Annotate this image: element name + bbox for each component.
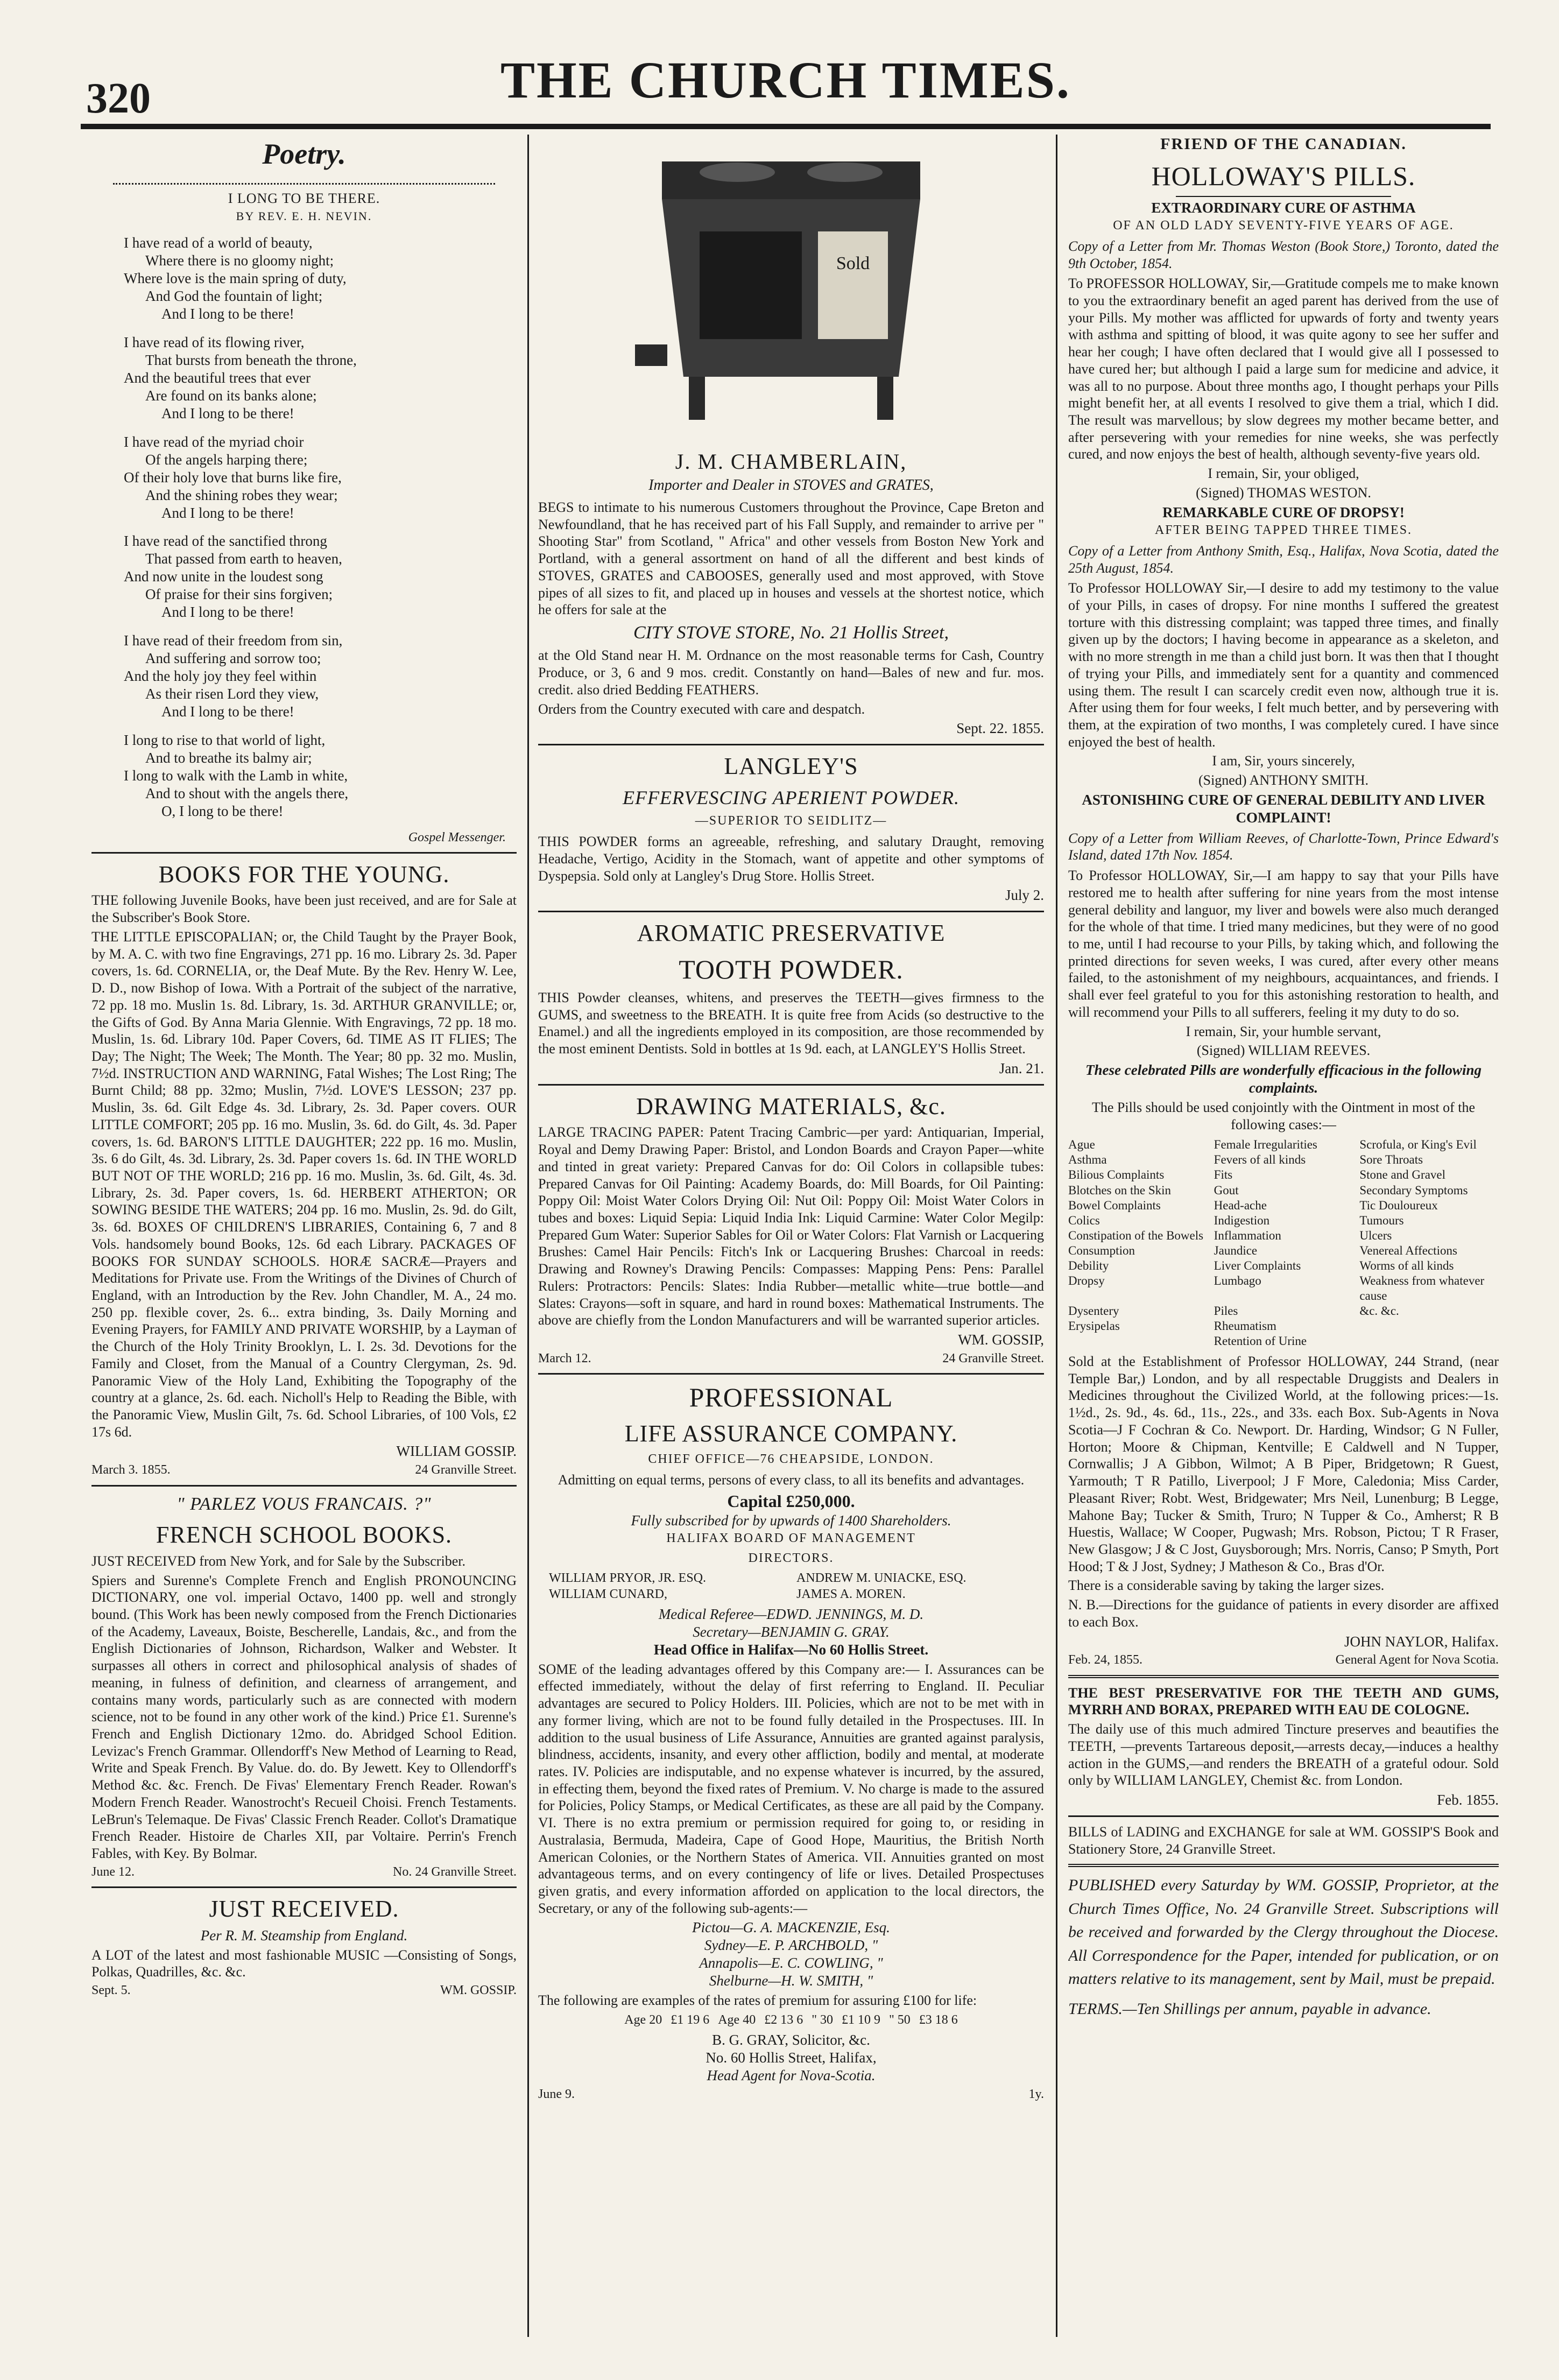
poem-line: Of their holy love that burns like fire, <box>124 469 342 485</box>
column-divider <box>1056 135 1057 2337</box>
prof-head-office: Head Office in Halifax—No 60 Hollis Street. <box>653 1641 929 1658</box>
books-title: BOOKS FOR THE YOUNG. <box>158 861 450 888</box>
disease-item: Venereal Affections <box>1359 1243 1457 1257</box>
disease-item: Lumbago <box>1214 1273 1261 1287</box>
debility-signed: (Signed) WILLIAM REEVES. <box>1196 1043 1371 1059</box>
dropsy-remain: I am, Sir, yours sincerely, <box>1212 753 1355 769</box>
just-received-date: Sept. 5. <box>91 1983 131 1998</box>
disease-item: Debility <box>1068 1258 1109 1272</box>
prof-footer <box>538 2087 1044 2102</box>
books-date: March 3. 1855. <box>91 1463 171 1477</box>
stove-illustration <box>630 140 953 441</box>
dropsy-title: REMARKABLE CURE OF DROPSY! <box>1162 504 1405 520</box>
holloway-date: Feb. 24, 1855. <box>1068 1653 1142 1667</box>
friend-heading: FRIEND OF THE CANADIAN. <box>1160 135 1407 153</box>
rate-cell: £1 19 6 <box>671 2012 710 2027</box>
asthma-subtitle: OF AN OLD LADY SEVENTY-FIVE YEARS OF AGE. <box>1113 218 1454 233</box>
stove-dealer-name: J. M. CHAMBERLAIN, <box>675 449 907 474</box>
disease-list <box>1068 1137 1499 1349</box>
disease-item: Head-ache <box>1214 1198 1267 1212</box>
aroma-title: AROMATIC PRESERVATIVE <box>637 920 946 947</box>
just-received-signoff: WM. GOSSIP. <box>440 1983 517 1998</box>
aroma-title-2: TOOTH POWDER. <box>679 954 904 984</box>
stove-date: Sept. 22. 1855. <box>956 720 1044 737</box>
stove-body-2: at the Old Stand near H. M. Ordnance on the most reasonable terms for Cash, Country Produce, or 3, 6 and 9 mos. credit. Constantly on hand—Bales of new and fur. mos. credit. also dried Bedding FEATHERS. <box>538 647 1044 698</box>
section-rule <box>538 1084 1044 1086</box>
french-intro: JUST RECEIVED from New York, and for Sale by the Subscriber. <box>91 1553 465 1569</box>
poem-author: BY REV. E. H. NEVIN. <box>236 209 372 223</box>
poem-line: That passed from earth to heaven, <box>145 551 342 567</box>
poem-line: I have read of the sanctified throng <box>124 533 327 550</box>
disease-item: Stone and Gravel <box>1359 1168 1446 1182</box>
rate-cell: " 30 <box>812 2012 833 2027</box>
disease-item: Tumours <box>1359 1213 1404 1227</box>
prof-date-right: 1y. <box>1028 2087 1044 2102</box>
drawing-address: 24 Granville Street. <box>942 1351 1044 1365</box>
langley-caps: —SUPERIOR TO SEIDLITZ— <box>695 813 887 828</box>
poem-line: I have read of their freedom from sin, <box>124 632 343 649</box>
rate-cell: Age 40 <box>718 2012 756 2027</box>
french-body: Spiers and Surenne's Complete French and English PRONOUNCING DICTIONARY, one vol. imperial Octavo, 1400 pp. well and strongly bound. (This Work has been newly composed from the French Dictionaries of the Academy, Laveaux, Boiste, Bescherelle, Landais, &c., and from the English Dictionaries of Johnson, Richardson, Walker and Webster. It surpasses all others in correct and philosophical analysis of shades of meaning, in fulness of definition, and clearness of arrangement, and contains many words, particularly such as are connected with modern science, not to be found in any other work of the kind.) Price £1. Surenne's French and English Dictionary 12mo. do. Abridged School Edition. Levizac's French Grammar. Ollendorff's New Method of Learning to Read, Write and Speak French. By Value. do. do. By Jewett. Key to Ollendorff's Method &c. &c. French. De Fivas' Elementary French Reader. Rowan's Modern French Reader. Wanostrocht's Recueil Choisi. French Testaments. LeBrun's Telemaque. De Fivas' Classic French Reader. Collot's Dramatique French Reader. Histoire de Charles XII, par Voltaire. Perrin's French Fables, with Key. By Bolmar. <box>91 1572 517 1862</box>
poem-line: And I long to be there! <box>161 405 294 421</box>
poem-line: Are found on its banks alone; <box>145 387 317 404</box>
poem-line: I have read of its flowing river, <box>124 334 305 351</box>
poem-stanza <box>124 532 517 621</box>
disease-item <box>1359 1319 1499 1334</box>
prof-directors-label: DIRECTORS. <box>748 1551 834 1566</box>
section-rule <box>91 1485 517 1487</box>
disease-item: Ague <box>1068 1138 1095 1152</box>
poem-stanza <box>124 234 517 323</box>
stove-store-name: CITY STOVE STORE, No. 21 Hollis Street, <box>633 622 949 643</box>
drawing-title: DRAWING MATERIALS, &c. <box>636 1093 946 1119</box>
asthma-title: EXTRAORDINARY CURE OF ASTHMA <box>1151 199 1416 216</box>
asthma-body: To PROFESSOR HOLLOWAY, Sir,—Gratitude compels me to make known to you the extraordinary benefit an aged parent has derived from the use of your Pills. My mother was afflicted for upwards of forty and twenty years with asthma and spitting of blood, it was quite agony to see her suffer and hear her cough; I have often declared that I would give all I possessed to have cured her; but although I paid a large sum for medicine and advice, it was all to no purpose. About three months ago, I thought perhaps your Pills might benefit her, at all events I resolved to give them a trial, which I did. The result was marvellous; by slow degrees my mother became better, and after persevering with your remedies for nine weeks, she was perfectly cured, and now enjoys the best of health, although seventy-five years old. <box>1068 276 1499 462</box>
poem-line: Of praise for their sins forgiven; <box>145 586 333 603</box>
used-with-note: The Pills should be used conjointly with the Ointment in most of the following cases:— <box>1091 1099 1476 1132</box>
rate-cell: £2 13 6 <box>764 2012 803 2027</box>
poem-line: I have read of a world of beauty, <box>124 235 313 251</box>
drawing-footer <box>538 1351 1044 1367</box>
best-date: Feb. 1855. <box>1437 1792 1499 1808</box>
poem-line: I long to rise to that world of light, <box>124 731 326 748</box>
parlez-heading: " PARLEZ VOUS FRANCAIS. ?" <box>177 1494 432 1514</box>
prof-referee: Medical Referee—EDWD. JENNINGS, M. D. <box>658 1606 924 1622</box>
books-footer <box>91 1462 517 1478</box>
disease-item: Bilious Complaints <box>1068 1168 1165 1182</box>
books-signoff: WILLIAM GOSSIP. <box>396 1443 517 1460</box>
holloway-title: HOLLOWAY'S PILLS. <box>1151 160 1416 191</box>
drawing-date: March 12. <box>538 1351 591 1365</box>
debility-title: ASTONISHING CURE OF GENERAL DEBILITY AND LIVER COMPLAINT! <box>1082 791 1485 826</box>
poem-stanza <box>124 632 517 721</box>
debility-remain: I remain, Sir, your humble servant, <box>1186 1023 1381 1039</box>
poem-line: Of the angels harping there; <box>145 451 308 468</box>
disease-item: Bowel Complaints <box>1068 1198 1161 1212</box>
disease-item: Weakness from whatever cause <box>1359 1273 1485 1302</box>
disease-item: Dysentery <box>1068 1304 1119 1318</box>
masthead: THE CHURCH TIMES. <box>500 51 1071 109</box>
holloway-sold-note: There is a considerable saving by taking the larger sizes. <box>1068 1578 1385 1594</box>
langley-body: THIS POWDER forms an agreeable, refreshing, and salutary Draught, removing Headache, Vertigo, Acidity in the Stomach, want of appetite and other symptoms of Dyspepsia. Sold only at Langley's Drug Store. Hollis Street. <box>538 834 1044 884</box>
short-rule <box>1176 196 1391 197</box>
rate-cell: £1 10 9 <box>841 2012 880 2027</box>
books-intro: THE following Juvenile Books, have been just received, and are for Sale at the Subscriber's Book Store. <box>91 892 517 926</box>
holloway-sold-body: Sold at the Establishment of Professor HOLLOWAY, 244 Strand, (near Temple Bar,) London, and by all respectable Druggists and Dealers in Medicines throughout the Civilized World, at the following prices:—1s. 1½d., 2s. 9d., 4s. 6d., 11s., 22s., and 33s. each Box. Sub-Agents in Nova Scotia—J F Cochran & Co. Newport. Dr. Harding, Windsor; G N Fuller, Horton; Moore & Chipman, Kentville; E Caldwell and N Tupper, Cornwallis; J A Gibbon, Wilmot; A B Piper, Bridgetown; R Guest, Yarmouth; T R Patillo, Liverpool; J F More, Caledonia; Miss Carder, Pleasant River; Robt. West, Bridgewater; Mrs Neil, Lunenburg; B Legge, Mahone Bay; Tucker & Smith, Truro; N Tupper & Co., Amherst; R B Huestis, Wallace; W Cooper, Pugwash; Mrs. Robson, Pictou; T R Fraser, New Glasgow; J & C Jost, Guysborough; Mrs. Norris, Canso; P Smyth, Port Hood; T & J Jost, Sydney; J Matheson & Co., Bras d'Or. <box>1068 1354 1499 1574</box>
poem-line: That bursts from beneath the throne, <box>145 352 357 369</box>
disease-item: Colics <box>1068 1213 1100 1227</box>
poetry-heading: Poetry. <box>262 138 346 170</box>
books-address: 24 Granville Street. <box>415 1463 517 1477</box>
poem-line: I long to walk with the Lamb in white, <box>124 767 348 784</box>
disease-item: Tic Douloureux <box>1359 1198 1438 1212</box>
disease-item: Ulcers <box>1359 1228 1392 1242</box>
french-title: FRENCH SCHOOL BOOKS. <box>156 1522 453 1548</box>
disease-item: Rheumatism <box>1214 1319 1276 1333</box>
column-right <box>1068 135 1499 2337</box>
langley-date: July 2. <box>1005 887 1044 904</box>
poem-line: And God the fountain of light; <box>145 288 323 305</box>
celebrated-note: These celebrated Pills are wonderfully efficacious in the following complaints. <box>1085 1062 1482 1096</box>
prof-agent: Shelburne—H. W. SMITH, " <box>709 1973 873 1989</box>
prof-secretary: Secretary—BENJAMIN G. GRAY. <box>693 1623 890 1640</box>
poem-line: And the beautiful trees that ever <box>124 369 311 386</box>
disease-item: Dropsy <box>1068 1273 1105 1287</box>
dropsy-signed: (Signed) ANTHONY SMITH. <box>1198 772 1369 788</box>
director-name: JAMES A. MOREN. <box>796 1587 906 1601</box>
best-title: THE BEST PRESERVATIVE FOR THE TEETH AND GUMS, MYRRH AND BORAX, PREPARED WITH EAU DE COLOGNE. <box>1068 1685 1499 1718</box>
prof-agent: Annapolis—E. C. COWLING, " <box>699 1955 883 1971</box>
asthma-copy: Copy of a Letter from Mr. Thomas Weston (Book Store,) Toronto, dated the 9th October, 1854. <box>1068 238 1499 271</box>
column-left <box>91 135 517 2337</box>
poem-line: And the shining robes they wear; <box>145 487 338 503</box>
poem-stanza <box>124 433 517 522</box>
column-middle <box>538 135 1044 2337</box>
langley-title: LANGLEY'S <box>724 753 858 780</box>
poem-line: And suffering and sorrow too; <box>145 650 321 667</box>
section-rule <box>538 1373 1044 1375</box>
page-header <box>75 38 1496 122</box>
section-rule <box>538 911 1044 912</box>
drawing-body: LARGE TRACING PAPER: Patent Tracing Cambric—per yard: Antiquarian, Imperial, Royal and Demy Drawing Paper: Bristol, and London Boards and Crayon Paper—white and tinted in great variety: Prepared Canvas for do: Oil Colors in collapsible tubes: Prepared Canvas for Oil Painting: Academy Boards, do: Mill Boards, for Oil Painting: Poppy Oil: Moist Water Colors Drying Oil: Nut Oil: Poppy Oil: Moist Water Colors in tubes and boxes: Liquid Sepia: Liquid India Ink: Liquid Carmine: Water Color Megilp: Prepared Gum Water: Superior Sables for Oil or Water Colors: Flat Varnish or Lacquering Brushes: Camel Hair Pencils: Fitch's Ink or Lacquering Brushes: Charcoal in reeds: Drawing and Rowney's Drawing Pencils: Compasses: Mapping Pens: Pens: Parallel Rulers: Protractors: Pencils: Slates: India Rubber—metallic white—true bottle—and Slates: Crayons—soft in square, and hard in round boxes: Mathematical Instruments. The above are chiefly from the London Manufacturers and will be warranted superior articles. <box>538 1124 1044 1328</box>
aroma-body: THIS Powder cleanses, whitens, and preserves the TEETH—gives firmness to the GUMS, and sweetness to the BREATH. It is quite free from Acids (so destructive to the Enamel.) and all the ingredients employed in its composition, are those recommended by the most eminent Dentists. Sold in bottles at 1s 9d. each, at LANGLEY'S Hollis Street. <box>538 989 1044 1057</box>
books-body: THE LITTLE EPISCOPALIAN; or, the Child Taught by the Prayer Book, by M. A. C. with two fine Engravings, 271 pp. 16 mo. Library 2s. 3d. Paper covers, 1s. 6d. CORNELIA, or, the Deaf Mute. By the Rev. Henry W. Lee, D. D., now Bishop of Iowa. With a Portrait of the subject of the narrative, 72 pp. 18 mo. Muslin 1s. 8d. Library, 1s. 3d. ARTHUR GRANVILLE; or, the Gifts of God. By Anna Maria Glennie. With Engravings, 72 pp. 18 mo. Muslin, 1s. 6d. Library 10d. Paper Covers, 6d. TIME AS IT FLIES; The Day; The Night; The Week; The Month. The Year; 80 pp. 32 mo. Muslin, 7½d. INSTRUCTION AND WARNING, Fatal Wishes; The Lost Ring; The Burnt Child; 88 pp. 32mo; Muslin, 7½d. LOVE'S LESSON; 237 pp. Muslin, 3s. 6d. Gilt Edge 4s. 3d. Library, 2s. 3d. Paper covers. OUR LITTLE COMFORT; 205 pp. 16 mo. Muslin, 3s. 6d. do Gilt, 4s. 3d. Paper covers, 1s. 6d. BARON'S LITTLE DAUGHTER; 222 pp. 16 mo. Muslin, 3s. 6 do Gilt, 4s. 3d. Library, 2s. 3d. Paper covers 1s. 6d. IN THE WORLD BUT NOT OF THE WORLD; 216 pp. 16 mo. Muslin, 3s. 6d. Gilt, 4s. 3d. Library, 2s. 3d. Paper covers, 1s. 6d. HERBERT ATHERTON; OR SOWING BESIDE THE WATERS; 204 pp. 16 mo. Muslin, 2s. 9d. do Gilt, 3s. 6d. BOXES OF CHILDREN'S LIBRARIES, Containing 6, 7 and 8 Vols. handsomely bound Books, 12s. 6d each Library. PACKAGES OF BOOKS FOR SUNDAY SCHOOLS. HORÆ SACRÆ—Prayers and Meditations for Private use. From the Writings of the Divines of Church of England, with an Introduction by the Rev. John Chandler, M. A., 24 mo. 250 pp. flexible cover, 2s. 6... extra binding, 3s. Daily Morning and Evening Prayers, for FAMILY AND PRIVATE WORSHIP, by a Layman of the Church of the Holy Trinity Brooklyn, L. I. 2s. 3d. Devotions for the Family and Closet, from the Manual of a Country Clergyman, 2s. 9d. Panoramic View of the Holy Land, Exhibiting the Topography of the country at a glance, 2s. 6d. each. Nicholl's Help to Reading the Bible, with the Panoramic View, Muslin Gilt, 7s. 6d. School Libraries, of 100 Vols, £2 17s 6d. <box>91 928 517 1440</box>
prof-board: HALIFAX BOARD OF MANAGEMENT <box>666 1531 916 1545</box>
prof-directors <box>549 1571 1033 1602</box>
poem-line: And I long to be there! <box>161 504 294 521</box>
disease-item: Piles <box>1214 1304 1238 1318</box>
prof-sign-line: B. G. GRAY, Solicitor, &c. <box>712 2032 870 2048</box>
poem-line: And I long to be there! <box>161 703 294 720</box>
asthma-signed: (Signed) THOMAS WESTON. <box>1196 484 1371 501</box>
debility-body: To Professor HOLLOWAY, Sir,—I am happy to say that your Pills have restored me to health after suffering for nine years from the most intense general debility and languor, my liver and bowels were also much deranged for the whole of that time. I tried many medicines, but they were of no good to me, until I had recourse to your Pills, by taking which, and following the printed directions for seven weeks, I was cured, after every other means failed, to the astonishment of my neighbours, acquaintances, and friends. I shall ever feel grateful to you for this astonishing restoration to health, and will recommend your Pills to all sufferers, feeling it my duty to do so. <box>1068 868 1499 1020</box>
prof-body: SOME of the leading advantages offered by this Company are:— I. Assurances can be effected immediately, without the delay of first referring to England. II. Peculiar advantages are secured to Policy Holders. III. Policies, which are not to be met with in any former living, which are not to be found fully detailed in the Prospectuses. III. In addition to the usual business of Life Assurance, Annuities are granted against paralysis, blindness, accidents, insanity, and every other affliction, bodily and mental, at moderate rates. IV. Policies are indisputable, and no expense whatever is incurred, by the assured, in effecting them, beyond the fixed rates of Premium. V. No charge is made to the assured for Policies, Policy Stamps, or Medical Certificates, as these are all paid by the Company. VI. There is no extra premium or permission required for going to, or residing in Australasia, Bermuda, Madeira, Cape of Good Hope, Mauritius, the British North American Colonies, or the Northern States of America. VII. Annuities granted on most advantageous terms, and on every contingency of life or lives. Detailed Prospectuses given gratis, and every information afforded on application to the local directors, the Secretary, or any of the following sub-agents:— <box>538 1661 1044 1916</box>
director-name: ANDREW M. UNIACKE, ESQ. <box>796 1571 967 1586</box>
publication-notice: PUBLISHED every Saturday by WM. GOSSIP, Proprietor, at the Church Times Office, No. 24 Granville Street. Subscriptions will be received and forwarded by the Clergy throughout the Diocese. All Correspondence for the Paper, intended for publication, or on matters relative to its management, sent by Mail, must be prepaid. <box>1068 1876 1499 1988</box>
prof-sign-line: No. 60 Hollis Street, Halifax, <box>706 2050 877 2066</box>
rate-cell: Age 20 <box>624 2012 662 2027</box>
dropsy-subtitle: AFTER BEING TAPPED THREE TIMES. <box>1154 523 1413 537</box>
asthma-remain: I remain, Sir, your obliged, <box>1208 466 1359 482</box>
poem-line: And to shout with the angels there, <box>145 785 349 801</box>
poem-line: Where love is the main spring of duty, <box>124 270 347 287</box>
prof-agent: Pictou—G. A. MACKENZIE, Esq. <box>692 1919 890 1936</box>
poem-source: Gospel Messenger. <box>408 830 506 844</box>
disease-item: Fits <box>1214 1168 1233 1182</box>
prof-rates-label: The following are examples of the rates of premium for assuring £100 for life: <box>538 1992 977 2009</box>
disease-item: Secondary Symptoms <box>1359 1183 1468 1197</box>
disease-item <box>1359 1334 1499 1349</box>
stove-label: Sold <box>836 254 870 273</box>
best-body: The daily use of this much admired Tincture preserves and beautifies the TEETH, —prevents Tartareous deposit,—arrests decay,—induces a healthy action in the GUMS,—and renders the BREATH of a grateful odour. Sold only by WILLIAM LANGLEY, Chemist &c. from London. <box>1068 1721 1499 1788</box>
stove-dealer-trade: Importer and Dealer in STOVES and GRATES, <box>648 476 934 494</box>
disease-item: Fevers of all kinds <box>1214 1153 1306 1167</box>
header-rule <box>81 124 1491 129</box>
prof-admit: Admitting on equal terms, persons of every class, to all its benefits and advantages. <box>558 1472 1025 1488</box>
stove-orders: Orders from the Country executed with care and despatch. <box>538 701 865 717</box>
bills-body: BILLS of LADING and EXCHANGE for sale at WM. GOSSIP'S Book and Stationery Store, 24 Granville Street. <box>1068 1823 1499 1857</box>
disease-item: Female Irregularities <box>1214 1138 1317 1152</box>
disease-item: Jaundice <box>1214 1243 1258 1257</box>
prof-subscribed: Fully subscribed for by upwards of 1400 Shareholders. <box>631 1512 951 1529</box>
langley-subtitle: EFFERVESCING APERIENT POWDER. <box>623 786 960 808</box>
prof-title: PROFESSIONAL <box>689 1382 893 1413</box>
disease-item: Constipation of the Bowels <box>1068 1228 1204 1242</box>
director-name: WILLIAM PRYOR, JR. ESQ. <box>549 1571 707 1586</box>
disease-item: Indigestion <box>1214 1213 1270 1227</box>
aroma-date: Jan. 21. <box>999 1060 1044 1076</box>
poem-title: I LONG TO BE THERE. <box>228 190 380 206</box>
french-address: No. 24 Granville Street. <box>393 1864 517 1879</box>
section-rule <box>1068 1864 1499 1867</box>
disease-item: Retention of Urine <box>1214 1334 1307 1348</box>
disease-item: Worms of all kinds <box>1359 1258 1454 1272</box>
poem-stanza <box>124 731 517 820</box>
ornament-divider <box>113 178 495 185</box>
poem-line: And to breathe its balmy air; <box>145 749 312 766</box>
poem-line: As their risen Lord they view, <box>145 685 319 702</box>
disease-item: Inflammation <box>1214 1228 1281 1242</box>
prof-agent: Sydney—E. P. ARCHBOLD, " <box>704 1937 878 1954</box>
just-received-body: A LOT of the latest and most fashionable MUSIC —Consisting of Songs, Polkas, Quadrilles, &c. &c. <box>91 1947 517 1980</box>
disease-item: Asthma <box>1068 1153 1107 1167</box>
prof-date: June 9. <box>538 2087 575 2102</box>
holloway-directions: N. B.—Directions for the guidance of patients in every disorder are affixed to each Box. <box>1068 1597 1499 1630</box>
disease-item: &c. &c. <box>1359 1304 1399 1318</box>
disease-item: Blotches on the Skin <box>1068 1183 1172 1197</box>
disease-item: Erysipelas <box>1068 1319 1120 1333</box>
just-received-sub: Per R. M. Steamship from England. <box>200 1927 408 1944</box>
disease-item: Sore Throats <box>1359 1153 1423 1167</box>
director-name: WILLIAM CUNARD, <box>549 1587 667 1601</box>
poem-stanza <box>124 334 517 423</box>
prof-rates-table <box>538 2012 1044 2028</box>
disease-item <box>1068 1334 1208 1349</box>
holloway-agent: General Agent for Nova Scotia. <box>1335 1653 1499 1667</box>
rate-cell: " 50 <box>888 2012 911 2027</box>
section-rule <box>1068 1675 1499 1678</box>
section-rule <box>91 1886 517 1888</box>
prof-capital: Capital £250,000. <box>727 1491 855 1511</box>
page-number: 320 <box>86 75 151 122</box>
holloway-signoff: JOHN NAYLOR, Halifax. <box>1344 1633 1499 1650</box>
poem-line: I have read of the myriad choir <box>124 433 304 450</box>
dropsy-body: To Professor HOLLOWAY Sir,—I desire to add my testimony to the value of your Pills, in cases of dropsy. For nine months I suffered the greatest torture with this distressing complaint; was tapped three times, and finally given up by the doctors; I having become in appearance as a skeleton, and with no more strength in me than a child just born. It was then that I thought of trying your Pills, and immediately sent for a quantity and commenced using them. The result I can scarcely credit even now, although true it is. After using them for four weeks, I felt much better, and by persevering with them, at the expiration of two months, I was completely cured. I have since enjoyed the best of health. <box>1068 580 1499 750</box>
prof-sign-line: Head Agent for Nova-Scotia. <box>707 2067 876 2084</box>
french-footer <box>91 1864 517 1880</box>
poem-body <box>91 234 517 820</box>
poem-line: And now unite in the loudest song <box>124 568 323 585</box>
poem-line: And I long to be there! <box>161 306 294 322</box>
poem-line: And the holy joy they feel within <box>124 668 317 685</box>
poem-line: And I long to be there! <box>161 604 294 621</box>
disease-item: Gout <box>1214 1183 1239 1197</box>
section-rule <box>1068 1815 1499 1817</box>
disease-item: Liver Complaints <box>1214 1258 1301 1272</box>
section-rule <box>91 852 517 854</box>
just-received-footer <box>91 1983 517 1998</box>
disease-item: Consumption <box>1068 1243 1135 1257</box>
terms-notice: TERMS.—Ten Shillings per annum, payable in advance. <box>1068 1999 1431 2018</box>
poem-line: O, I long to be there! <box>161 802 284 819</box>
french-date: June 12. <box>91 1864 135 1879</box>
holloway-footer <box>1068 1652 1499 1668</box>
debility-copy: Copy of a Letter from William Reeves, of Charlotte-Town, Prince Edward's Island, dated 17th Nov. 1854. <box>1068 830 1499 863</box>
just-received-title: JUST RECEIVED. <box>209 1896 399 1923</box>
poem-line: Where there is no gloomy night; <box>145 252 334 269</box>
section-rule <box>538 744 1044 745</box>
drawing-signoff: WM. GOSSIP, <box>958 1331 1044 1348</box>
dropsy-copy: Copy of a Letter from Anthony Smith, Esq., Halifax, Nova Scotia, dated the 25th August, 1854. <box>1068 543 1499 576</box>
prof-office: CHIEF OFFICE—76 CHEAPSIDE, LONDON. <box>648 1452 934 1466</box>
column-divider <box>527 135 529 2337</box>
disease-item: Scrofula, or King's Evil <box>1359 1138 1477 1152</box>
rate-cell: £3 18 6 <box>919 2012 958 2027</box>
prof-title-2: LIFE ASSURANCE COMPANY. <box>624 1420 958 1447</box>
stove-body: BEGS to intimate to his numerous Customers throughout the Province, Cape Breton and Newfoundland, that he has received part of his Fall Supply, and remainder to arrive per " Shooting Star" from Scotland, " Africa" and other vessels from Boston New York and Portland, with a general assortment on hand of all the different and best kinds of STOVES, GRATES and CABOOSES, generally used and most approved, with Stove pipes of all sizes to fit, and placed up in houses and vessels at the shortest notice, which he offers for sale at the <box>538 499 1044 618</box>
